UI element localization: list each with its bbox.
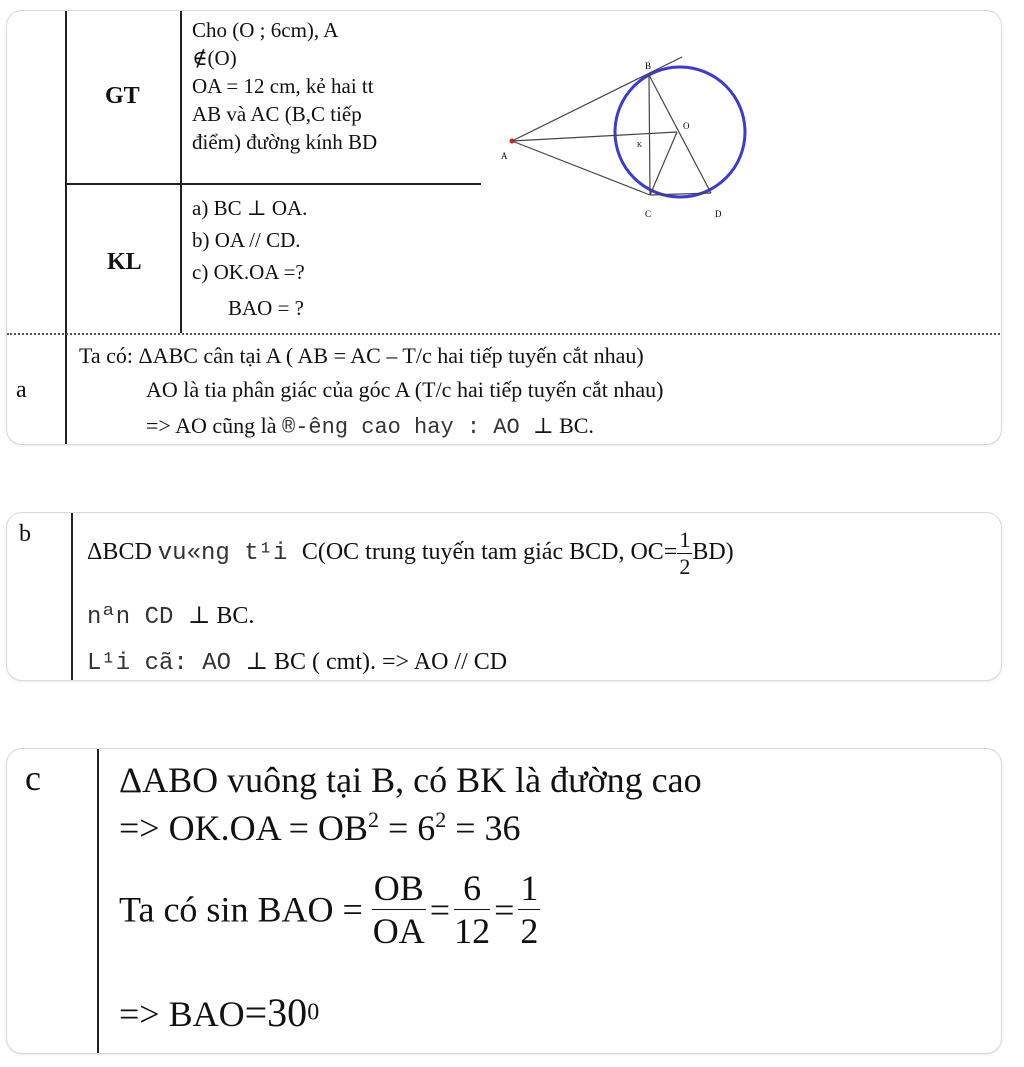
part-b-line-3-mono: L¹i cã: AO xyxy=(87,650,246,677)
table-divider-horizontal xyxy=(65,183,481,185)
frac-den: 12 xyxy=(454,911,491,951)
kl-text xyxy=(192,194,307,322)
part-c-line-2-prefix: => OK.OA = OB xyxy=(119,808,368,848)
equals-sign: = xyxy=(429,889,451,930)
row-label-b: b xyxy=(19,521,31,547)
row-separator xyxy=(7,333,1002,335)
table-divider-gt-kl xyxy=(180,11,182,333)
frac-den: 2 xyxy=(520,911,539,951)
card-b-divider xyxy=(71,513,73,681)
label-d: D xyxy=(715,209,722,219)
segment-oc xyxy=(650,132,677,195)
kl-line: a) BC ⊥ OA. xyxy=(192,196,308,220)
gt-text xyxy=(192,16,377,156)
kl-line: c) OK.OA =? xyxy=(192,260,305,284)
label-k: K xyxy=(637,141,643,149)
table-divider-left xyxy=(65,11,67,445)
frac-num: OB xyxy=(373,868,424,908)
row-label-c: c xyxy=(25,758,41,798)
equals-sign: = xyxy=(494,889,515,930)
part-c-sup-1: 2 xyxy=(367,807,379,832)
frac-den: 2 xyxy=(679,554,691,579)
proof-line-3-prefix: => AO cũng là xyxy=(146,413,283,438)
part-c-line-3-prefix: Ta có sin BAO = xyxy=(119,889,372,930)
part-c-line-4-prefix: => BAO xyxy=(119,994,245,1034)
part-b-line-2-b: ⊥ BC. xyxy=(187,603,255,629)
gt-line: OA = 12 cm, kẻ hai tt xyxy=(192,74,374,98)
part-b-line-2 xyxy=(87,601,254,631)
fraction-1-2 xyxy=(518,867,540,952)
fraction-ob-oa xyxy=(372,867,426,952)
part-c-sup-2: 2 xyxy=(435,807,447,832)
part-b-line-1-c: BD) xyxy=(692,539,734,566)
card-part-c xyxy=(6,748,1002,1054)
kl-label: KL xyxy=(107,249,142,275)
kl-line: BAO = ? xyxy=(228,296,305,320)
part-c-line-2-mid: = 6 xyxy=(378,808,436,848)
fraction-6-12 xyxy=(454,867,490,952)
part-b-line-1-a: ΔBCD xyxy=(87,539,158,566)
part-b-line-3 xyxy=(87,647,507,677)
part-b-line-2-mono: nªn CD xyxy=(87,604,188,631)
part-c-line-2 xyxy=(119,807,521,849)
proof-line-3-mono: ®-êng cao hay : AO xyxy=(282,415,533,440)
card-c-divider xyxy=(97,749,99,1054)
part-c-degree-sup: 0 xyxy=(307,999,320,1026)
gt-line: điểm) đường kính BD xyxy=(192,130,378,154)
segment-ao xyxy=(512,132,677,141)
frac-num: 6 xyxy=(454,867,490,910)
frac-den: OA xyxy=(372,911,425,951)
kl-line: b) OA // CD. xyxy=(192,228,301,252)
circle-o xyxy=(615,67,745,197)
part-c-line-4-eq: =30 xyxy=(244,990,308,1035)
label-a: A xyxy=(501,151,508,161)
fraction-one-half xyxy=(677,527,692,580)
proof-line-1: Ta có: ΔABC cân tại A ( AB = AC – T/c hai tiếp tuyến cắt nhau) xyxy=(79,343,644,368)
card-part-b xyxy=(6,512,1002,681)
point-a-dot xyxy=(510,139,515,144)
part-b-line-1-mono: vu«ng t¹i xyxy=(157,540,302,568)
proof-line-3-suffix: ⊥ BC. xyxy=(532,413,594,438)
gt-line: AB và AC (B,C tiếp xyxy=(192,102,362,126)
label-o: O xyxy=(683,121,690,131)
part-b-line-3-b: ⊥ BC ( cmt). => AO // CD xyxy=(245,649,508,675)
frac-num: 1 xyxy=(520,868,539,908)
part-c-line-4 xyxy=(119,989,319,1036)
proof-line-3 xyxy=(146,413,594,440)
gt-label: GT xyxy=(105,83,140,109)
segment-bc xyxy=(649,75,650,195)
part-c-line-3 xyxy=(119,867,540,952)
geometry-figure xyxy=(497,47,757,227)
row-label-a: a xyxy=(16,377,27,403)
part-b-line-1-b: C(OC trung tuyến tam giác BCD, OC= xyxy=(301,539,678,566)
label-b: B xyxy=(645,61,652,71)
part-c-line-2-suffix: = 36 xyxy=(446,808,521,848)
part-b-line-1 xyxy=(87,527,734,580)
part-c-line-1: ΔABO vuông tại B, có BK là đường cao xyxy=(119,760,702,800)
gt-line: Cho (O ; 6cm), A xyxy=(192,18,339,42)
tangent-ab xyxy=(512,57,682,141)
frac-num: 1 xyxy=(679,527,691,552)
card-part-a xyxy=(6,10,1002,445)
gt-line: ∉(O) xyxy=(192,46,237,70)
label-c: C xyxy=(645,209,652,219)
tangent-ac xyxy=(512,141,650,195)
proof-line-2: AO là tia phân giác của góc A (T/c hai tiếp tuyến cắt nhau) xyxy=(146,377,664,402)
